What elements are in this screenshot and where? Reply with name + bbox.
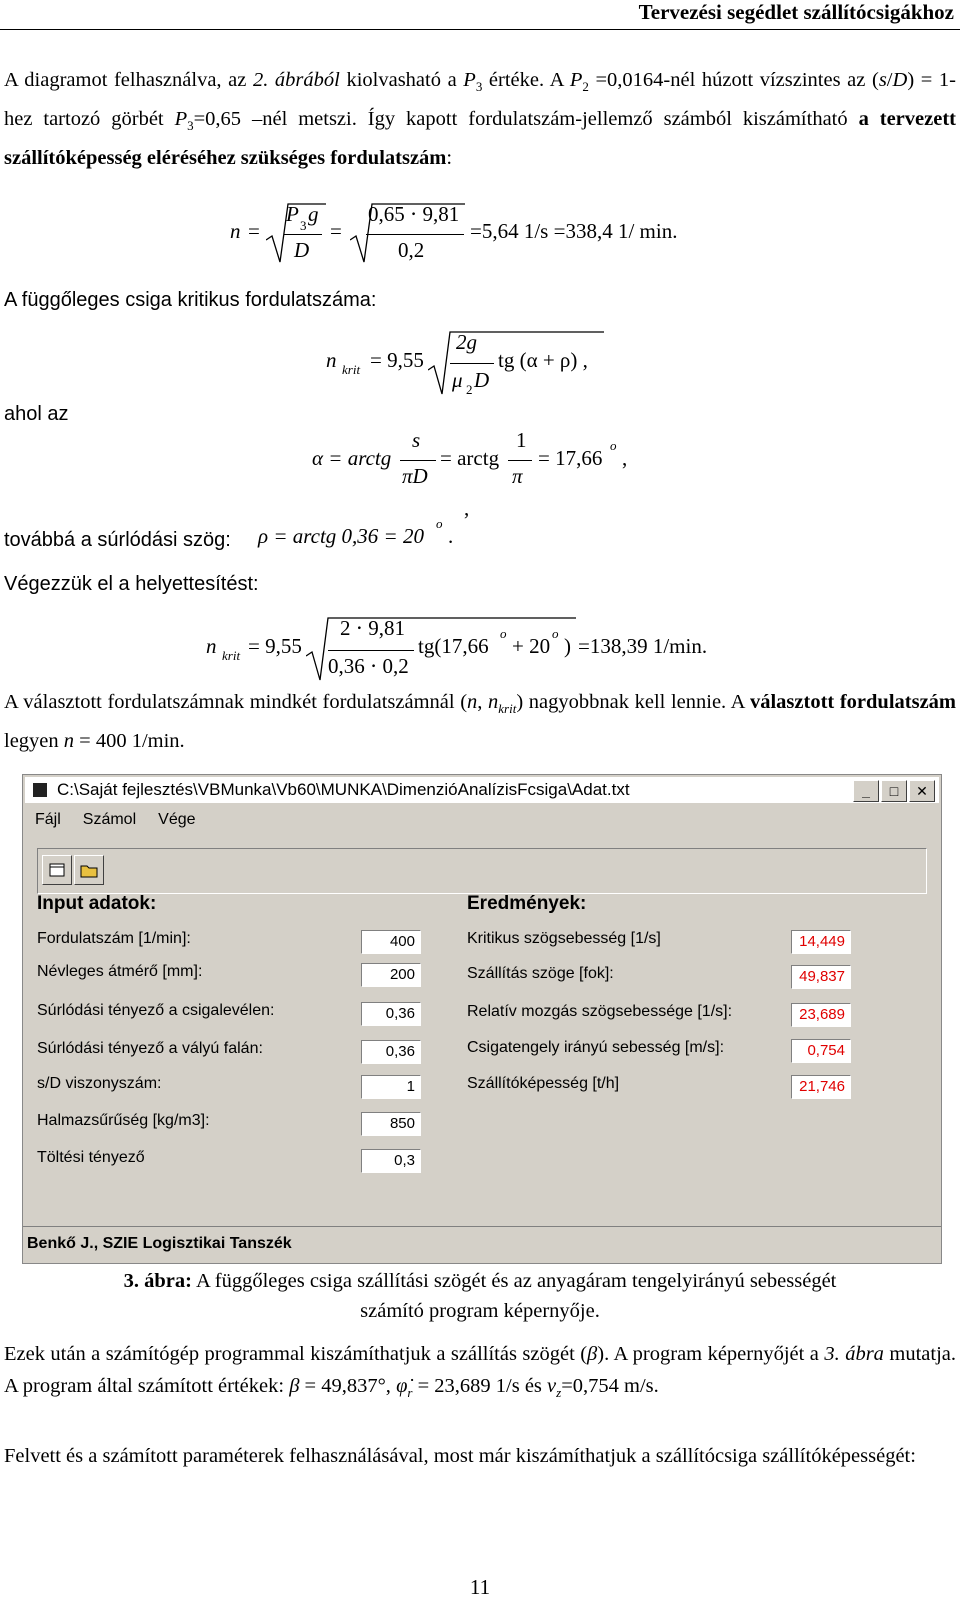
title-bar[interactable] xyxy=(25,777,939,803)
conveying-angle-output: 49,837 xyxy=(791,965,851,989)
friction-trough-input[interactable]: 0,36 xyxy=(361,1040,421,1064)
new-document-icon xyxy=(48,862,66,878)
app-icon[interactable] xyxy=(33,783,47,797)
paragraph-diagram-reading: A diagramot felhasználva, az 2. ábrából kiolvasható a $P_3$ értéke. A $P_2$ =0,0164-nél húzott vízszintes az (s/D) = 1-hez tartozó görbét $P_3=0,65$ –nél metszi. Így kapott fordulatszám-jellemző számból kiszámítható a tervezett szállítóképesség eléréséhez szükséges fordulatszám: xyxy=(4,69,956,170)
maximize-icon[interactable]: □ xyxy=(881,780,907,802)
result-label: Szállítóképesség [t/h] xyxy=(467,1075,620,1092)
result-label: Csigatengely irányú sebesség [m/s]: xyxy=(467,1039,725,1056)
input-label: Névleges átmérő [mm]: xyxy=(37,963,203,980)
status-text: Benkő J., SZIE Logisztikai Tanszék xyxy=(27,1235,292,1252)
input-section-header: Input adatok: xyxy=(37,893,157,914)
rpm-input[interactable]: 400 xyxy=(361,930,421,954)
friction-blade-input[interactable]: 0,36 xyxy=(361,1002,421,1026)
window-title: C:\Saját fejlesztés\VBMunka\Vb60\MUNKA\DimenzióAnalízisFcsiga\Adat.txt xyxy=(57,780,630,799)
input-label: s/D viszonyszám: xyxy=(37,1075,162,1092)
page-number: 11 xyxy=(469,1575,491,1599)
paragraph-critical-speed: A függőleges csiga kritikus fordulatszáma: xyxy=(4,289,377,311)
paragraph-chosen-speed: A választott fordulatszámnak mindkét fordulatszámnál (n, $n_{krit}$) nagyobbnak kell lennie. A választott fordulatszám legyen n = 400 1/min. xyxy=(4,691,957,753)
input-label: Fordulatszám [1/min]: xyxy=(37,930,191,947)
minimize-icon[interactable]: _ xyxy=(853,780,879,802)
critical-angular-speed-output: 14,449 xyxy=(791,930,851,954)
axial-velocity-output: 0,754 xyxy=(791,1039,851,1063)
paragraph-capacity-intro: Felvett és a számított paraméterek felhasználásával, most már kiszámíthatjuk a szállítócsiga szállítóképességét: xyxy=(4,1445,916,1467)
toolbar xyxy=(37,848,927,894)
new-file-button[interactable] xyxy=(42,855,72,885)
menu-vege[interactable]: Vége xyxy=(158,811,196,828)
result-label: Relatív mozgás szögsebessége [1/s]: xyxy=(467,1003,733,1020)
paragraph-results: Ezek után a számítógép programmal kiszámíthatjuk a szállítás szögét (β). A program képernyőjét a 3. ábra mutatja. A program által számított értékek: β = 49,837°, $\varphi̇_r = 23,689$ 1/s és $v_z=0,754$ m/s. xyxy=(4,1343,956,1401)
input-label: Súrlódási tényező a csigalevélen: xyxy=(37,1002,275,1019)
capacity-output: 21,746 xyxy=(791,1075,851,1099)
input-label: Súrlódási tényező a vályú falán: xyxy=(37,1040,263,1057)
open-file-button[interactable] xyxy=(74,855,104,885)
close-icon[interactable]: ✕ xyxy=(909,780,935,802)
bulk-density-input[interactable]: 850 xyxy=(361,1112,421,1136)
diameter-input[interactable]: 200 xyxy=(361,963,421,987)
substitution-label: Végezzük el a helyettesítést: xyxy=(4,573,259,595)
menu-szamol[interactable]: Számol xyxy=(82,811,137,828)
sd-ratio-input[interactable]: 1 xyxy=(361,1075,421,1099)
relative-angular-speed-output: 23,689 xyxy=(791,1003,851,1027)
running-header: Tervezési segédlet szállítócsigákhoz xyxy=(638,0,954,24)
fill-factor-input[interactable]: 0,3 xyxy=(361,1149,421,1173)
figure-caption: 3. ábra: A függőleges csiga szállítási szögét és az anyagáram tengelyirányú sebességét számító program képernyője. xyxy=(123,1270,837,1322)
open-folder-icon xyxy=(80,862,98,878)
result-label: Szállítás szöge [fok]: xyxy=(467,965,614,982)
program-window xyxy=(22,774,942,1264)
header-rule xyxy=(0,29,960,30)
results-section-header: Eredmények: xyxy=(467,893,587,914)
input-label: Halmazsűrűség [kg/m3]: xyxy=(37,1112,210,1129)
input-label: Töltési tényező xyxy=(37,1149,145,1166)
ahol-label: ahol az xyxy=(4,403,69,425)
menu-bar xyxy=(35,811,196,829)
menu-fajl[interactable]: Fájl xyxy=(35,811,61,828)
result-label: Kritikus szögsebesség [1/s] xyxy=(467,930,661,947)
status-bar xyxy=(23,1226,941,1263)
